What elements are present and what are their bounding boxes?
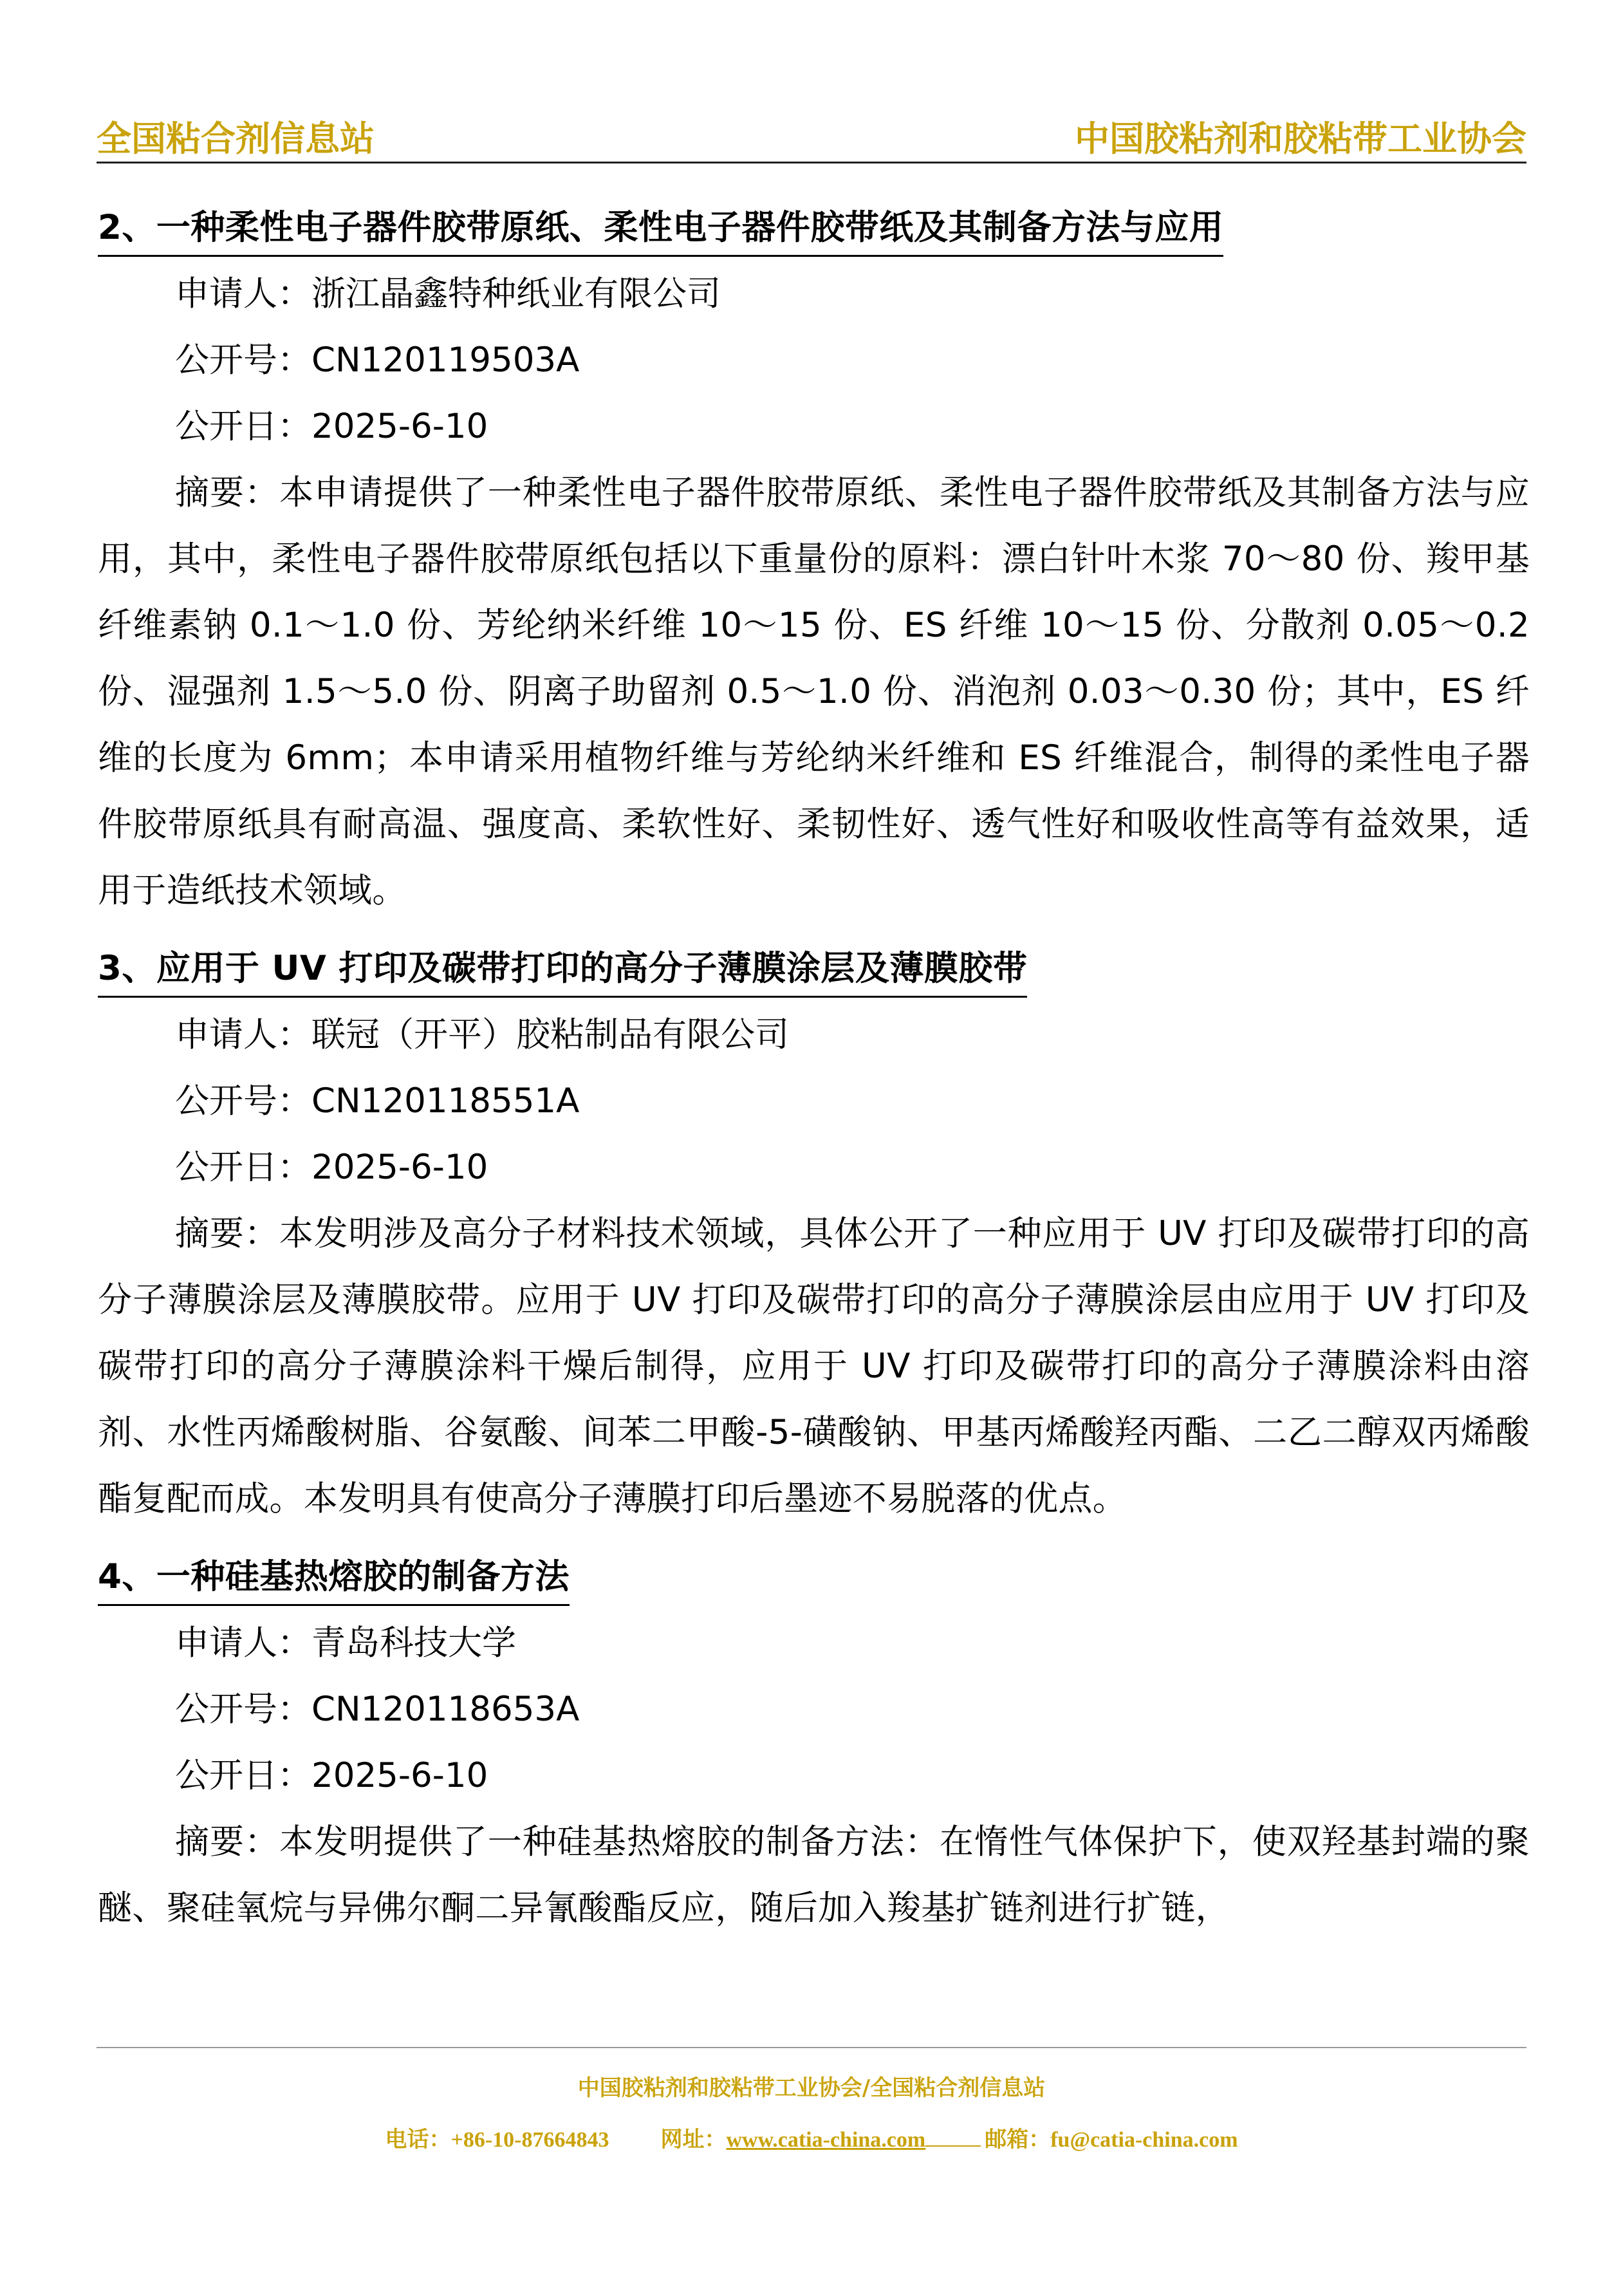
patent-applicant: 申请人：联冠（开平）胶粘制品有限公司: [175, 1015, 789, 1054]
footer-website-link[interactable]: www.catia-china.com: [726, 2128, 926, 2152]
patent-title: 4、一种硅基热熔胶的制备方法: [98, 1550, 570, 1606]
footer-email[interactable]: 邮箱：fu@catia-china.com: [985, 2128, 1238, 2152]
header-divider: [97, 162, 1526, 163]
page-header: [97, 109, 1526, 163]
patent-entry: [98, 1550, 1530, 1941]
footer-divider: [97, 2047, 1526, 2048]
footer-website-label: 网址：: [660, 2128, 727, 2152]
patent-abstract: 摘要：本发明提供了一种硅基热熔胶的制备方法：在惰性气体保护下，使双羟基封端的聚醚、聚硅氧烷与异佛尔酮二异氰酸酯反应，随后加入羧基扩链剂进行扩链，: [98, 1822, 1530, 1928]
document-body: [98, 201, 1530, 1941]
patent-entry: [98, 942, 1530, 1532]
patent-publication-number: 公开号：CN120118653A: [175, 1690, 580, 1729]
footer-organization: 中国胶粘剂和胶粘带工业协会/全国粘合剂信息站: [577, 2075, 1046, 2101]
patent-publication-number: 公开号：CN120119503A: [175, 341, 580, 380]
patent-entry: [98, 201, 1530, 924]
patent-title: 2、一种柔性电子器件胶带原纸、柔性电子器件胶带纸及其制备方法与应用: [98, 201, 1223, 257]
footer-contact: [97, 2122, 1526, 2153]
patent-abstract: 摘要：本申请提供了一种柔性电子器件胶带原纸、柔性电子器件胶带纸及其制备方法与应用，其中，柔性电子器件胶带原纸包括以下重量份的原料：漂白针叶木浆 70～80 份、羧甲基纤维素钠 0.1～1.0 份、芳纶纳米纤维 10～15 份、ES 纤维 10～15 份、分散剂 0.05～0.2 份、湿强剂 1.5～5.0 份、阴离子助留剂 0.5～1.0 份、消泡剂 0.03～0.30 份；其中，ES 纤维的长度为 6mm；本申请采用植物纤维与芳纶纳米纤维和 ES 纤维混合，制得的柔性电子器件胶带原纸具有耐高温、强度高、柔软性好、柔韧性好、透气性好和吸收性高等有益效果，适用于造纸技术领域。: [98, 473, 1530, 910]
footer-underline-spacer: [925, 2126, 981, 2147]
patent-publication-date: 公开日：2025-6-10: [175, 407, 488, 446]
header-right-title: 中国胶粘剂和胶粘带工业协会: [1075, 118, 1526, 159]
header-left-title: 全国粘合剂信息站: [97, 118, 375, 159]
patent-publication-date: 公开日：2025-6-10: [175, 1148, 488, 1187]
footer-phone: 电话：+86-10-87664843: [385, 2128, 609, 2152]
patent-applicant: 申请人：青岛科技大学: [175, 1623, 516, 1663]
patent-publication-number: 公开号：CN120118551A: [175, 1081, 580, 1121]
page-footer: [97, 2047, 1526, 2163]
patent-publication-date: 公开日：2025-6-10: [175, 1756, 488, 1795]
patent-abstract: 摘要：本发明涉及高分子材料技术领域，具体公开了一种应用于 UV 打印及碳带打印的高分子薄膜涂层及薄膜胶带。应用于 UV 打印及碳带打印的高分子薄膜涂层由应用于 UV 打印及碳带打印的高分子薄膜涂料干燥后制得，应用于 UV 打印及碳带打印的高分子薄膜涂料由溶剂、水性丙烯酸树脂、谷氨酸、间苯二甲酸-5-磺酸钠、甲基丙烯酸羟丙酯、二乙二醇双丙烯酸酯复配而成。本发明具有使高分子薄膜打印后墨迹不易脱落的优点。: [98, 1214, 1530, 1518]
patent-applicant: 申请人：浙江晶鑫特种纸业有限公司: [175, 274, 721, 313]
patent-title: 3、应用于 UV 打印及碳带打印的高分子薄膜涂层及薄膜胶带: [98, 942, 1027, 998]
